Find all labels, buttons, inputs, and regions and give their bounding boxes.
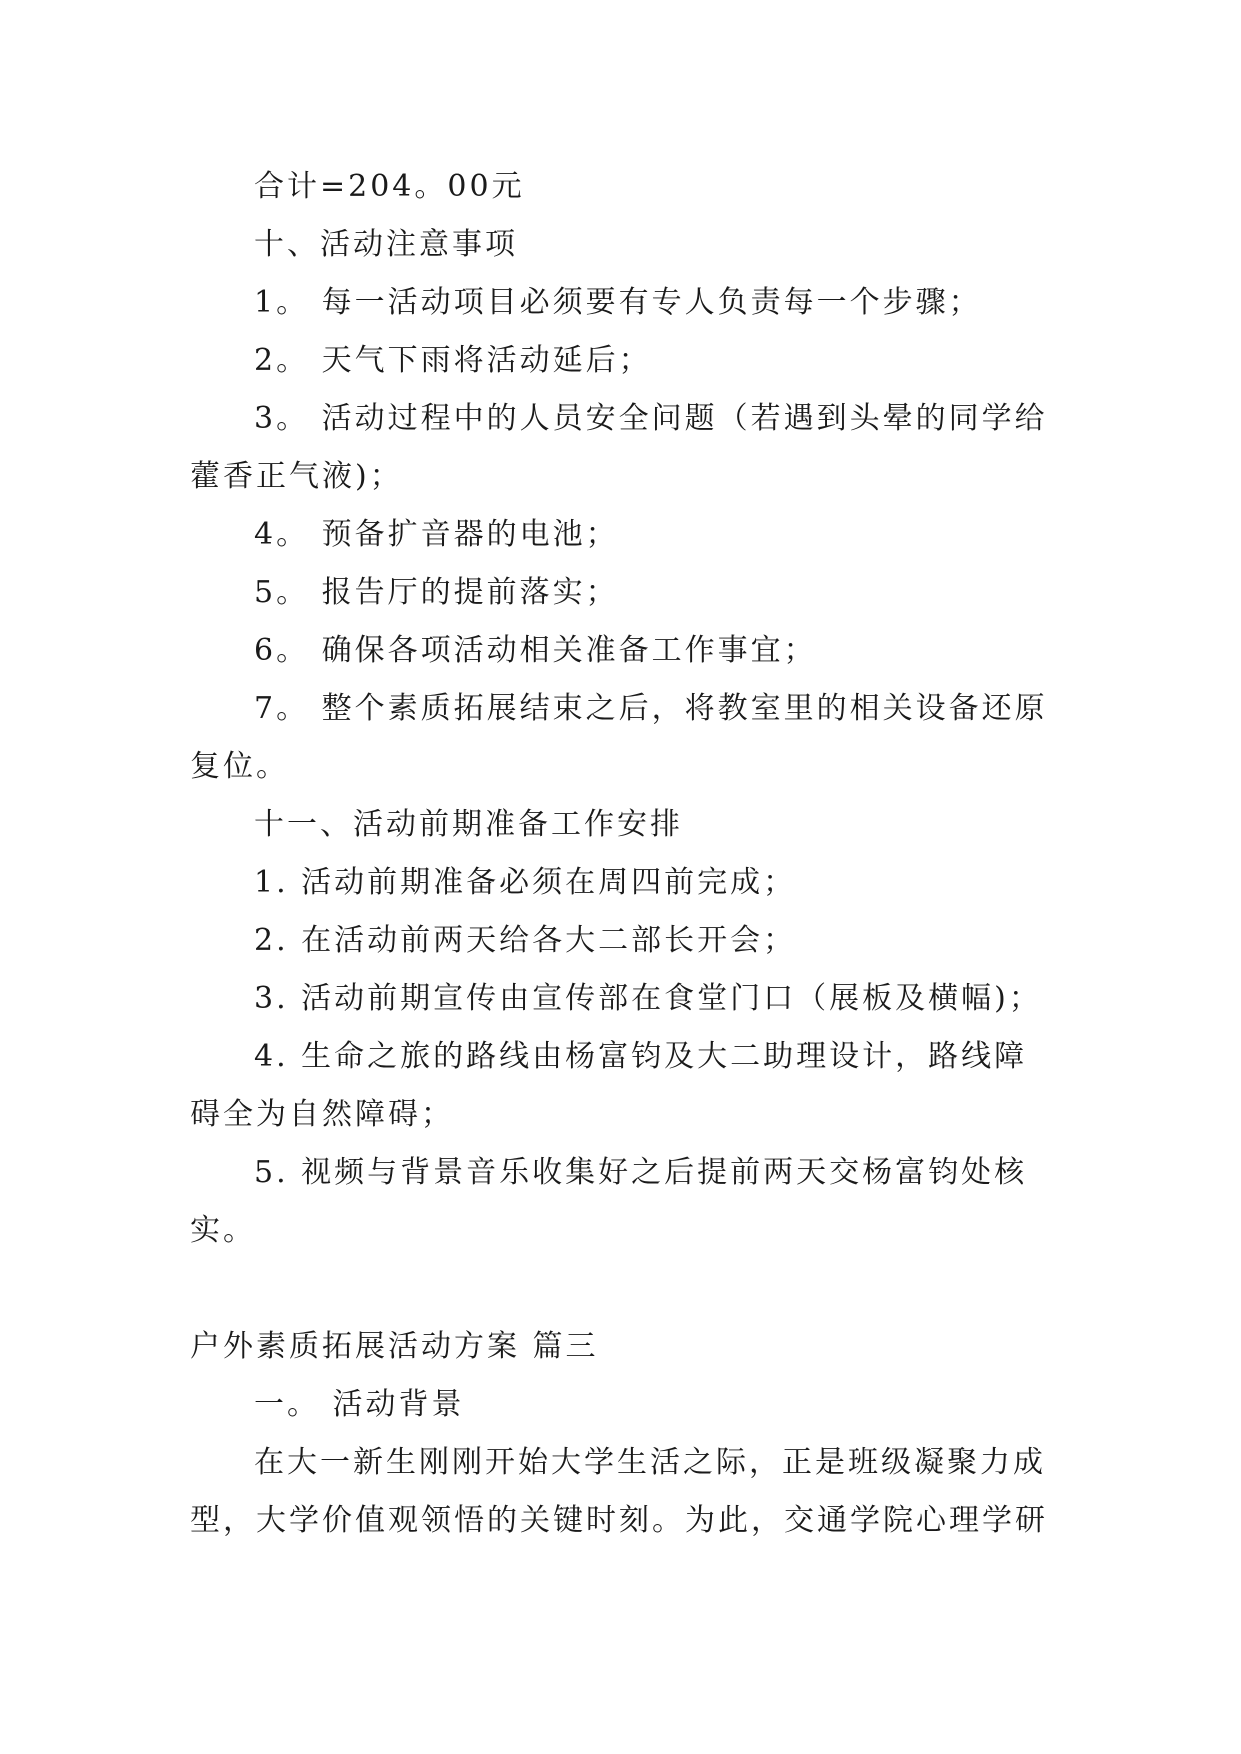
list-item: 5. 视频与背景音乐收集好之后提前两天交杨富钧处核	[254, 1155, 1028, 1190]
list-item: 4。 预备扩音器的电池；	[254, 517, 619, 552]
list-item-continuation: 藿香正气液)；	[190, 459, 403, 494]
section-heading-1: 一。 活动背景	[254, 1387, 465, 1422]
list-item: 4. 生命之旅的路线由杨富钧及大二助理设计，路线障	[254, 1039, 1028, 1074]
list-item-continuation: 实。	[190, 1213, 256, 1248]
paragraph-line: 型，大学价值观领悟的关键时刻。为此，交通学院心理学研	[190, 1503, 1048, 1538]
list-item-continuation: 复位。	[190, 749, 289, 784]
list-item: 1. 活动前期准备必须在周四前完成；	[254, 865, 797, 900]
list-item: 7。 整个素质拓展结束之后，将教室里的相关设备还原	[254, 691, 1048, 726]
list-item: 2。 天气下雨将活动延后；	[254, 343, 652, 378]
paragraph-line: 在大一新生刚刚开始大学生活之际，正是班级凝聚力成	[254, 1445, 1046, 1480]
list-item: 2. 在活动前两天给各大二部长开会；	[254, 923, 797, 958]
list-item: 5。 报告厅的提前落实；	[254, 575, 619, 610]
list-item: 1。 每一活动项目必须要有专人负责每一个步骤；	[254, 285, 982, 320]
spacer	[190, 1260, 1090, 1318]
list-item-continuation: 碍全为自然障碍；	[190, 1097, 454, 1132]
article-title: 户外素质拓展活动方案 篇三	[190, 1329, 599, 1364]
list-item: 3. 活动前期宣传由宣传部在食堂门口（展板及横幅)；	[254, 981, 1042, 1016]
list-item: 3。 活动过程中的人员安全问题（若遇到头晕的同学给	[254, 401, 1048, 436]
section-heading-10: 十、活动注意事项	[254, 227, 518, 262]
section-heading-11: 十一、活动前期准备工作安排	[254, 807, 683, 842]
document-body	[190, 158, 1090, 1550]
list-item: 6。 确保各项活动相关准备工作事宜；	[254, 633, 817, 668]
total-line: 合计=204。00元	[254, 169, 525, 204]
